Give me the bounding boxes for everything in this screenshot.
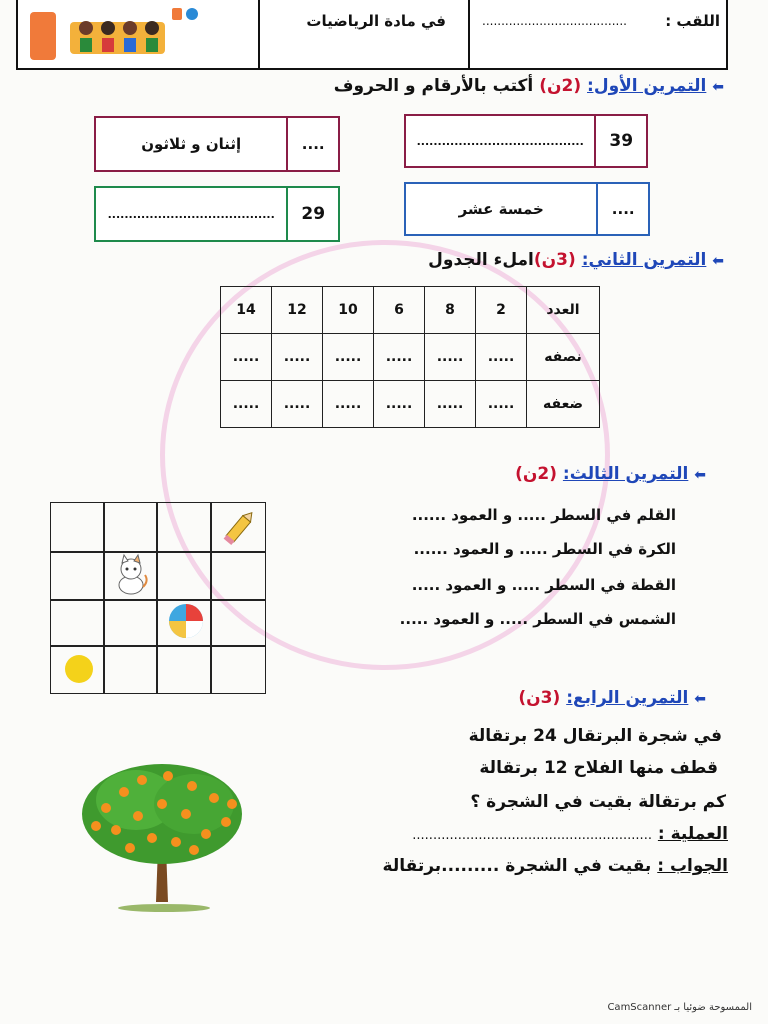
arrow-icon: ⬅: [694, 467, 706, 483]
ex2-table: [220, 286, 600, 428]
table-row: ضعفه ..... ..... ..... ..... ..... .....: [221, 381, 600, 428]
ex3-question-3: القطة في السطر ..... و العمود .....: [411, 576, 676, 594]
header-table: [16, 0, 728, 70]
ex4-line-2: قطف منها الفلاح 12 برتقالة: [479, 758, 718, 778]
ex2-title: ⬅ التمرين الثاني: (3ن)املء الجدول: [428, 250, 724, 270]
sun-icon: [59, 649, 99, 689]
pencil-icon: [219, 507, 259, 549]
ball-icon: [166, 601, 206, 641]
ex1-box-39: ........................................ 39: [404, 114, 648, 168]
surname-dots: ......................................: [482, 14, 627, 28]
header-surname-cell: [468, 0, 728, 68]
subject-text: في مادة الرياضيات: [306, 12, 446, 30]
surname-label: اللقب :: [665, 12, 720, 30]
arrow-icon: ⬅: [712, 79, 724, 95]
ex4-operation: العملية : ..........................................................: [412, 824, 728, 844]
ex4-line-3: كم برتقالة بقيت في الشجرة ؟: [470, 792, 726, 812]
ex3-question-1: القلم في السطر ..... و العمود ......: [411, 506, 676, 524]
ex3-title: ⬅ التمرين الثالث: (2ن): [515, 464, 706, 484]
table-row: نصفه ..... ..... ..... ..... ..... .....: [221, 334, 600, 381]
scanner-footer: الممسوحة ضوئيا بـ CamScanner: [607, 1002, 752, 1013]
ex4-answer: الجواب : بقيت في الشجرة .........برتقالة: [382, 856, 728, 876]
ex1-box-15: خمسة عشر ....: [404, 182, 650, 236]
cat-icon: [111, 553, 151, 597]
ex1-box-29: ........................................ 29: [94, 186, 340, 242]
ex1-box-32: إثنان و ثلاثون ....: [94, 116, 340, 172]
arrow-icon: ⬅: [712, 253, 724, 269]
kids-logo-icon: [28, 2, 208, 62]
ex3-question-4: الشمس في السطر ..... و العمود .....: [399, 610, 676, 628]
ex3-grid: [50, 502, 266, 694]
ex3-question-2: الكرة في السطر ..... و العمود ......: [413, 540, 676, 558]
ex4-line-1: في شجرة البرتقال 24 برتقالة: [468, 726, 722, 746]
ex4-title: ⬅ التمرين الرابع: (3ن): [518, 688, 706, 708]
orange-tree-icon: [76, 752, 252, 920]
header-subject-cell: [258, 0, 470, 68]
header-logo-cell: [18, 0, 260, 68]
arrow-icon: ⬅: [694, 691, 706, 707]
ex1-title: ⬅ التمرين الأول: (2ن) أكتب بالأرقام و الحروف: [333, 76, 724, 96]
table-row: العدد 2 8 6 10 12 14: [221, 287, 600, 334]
